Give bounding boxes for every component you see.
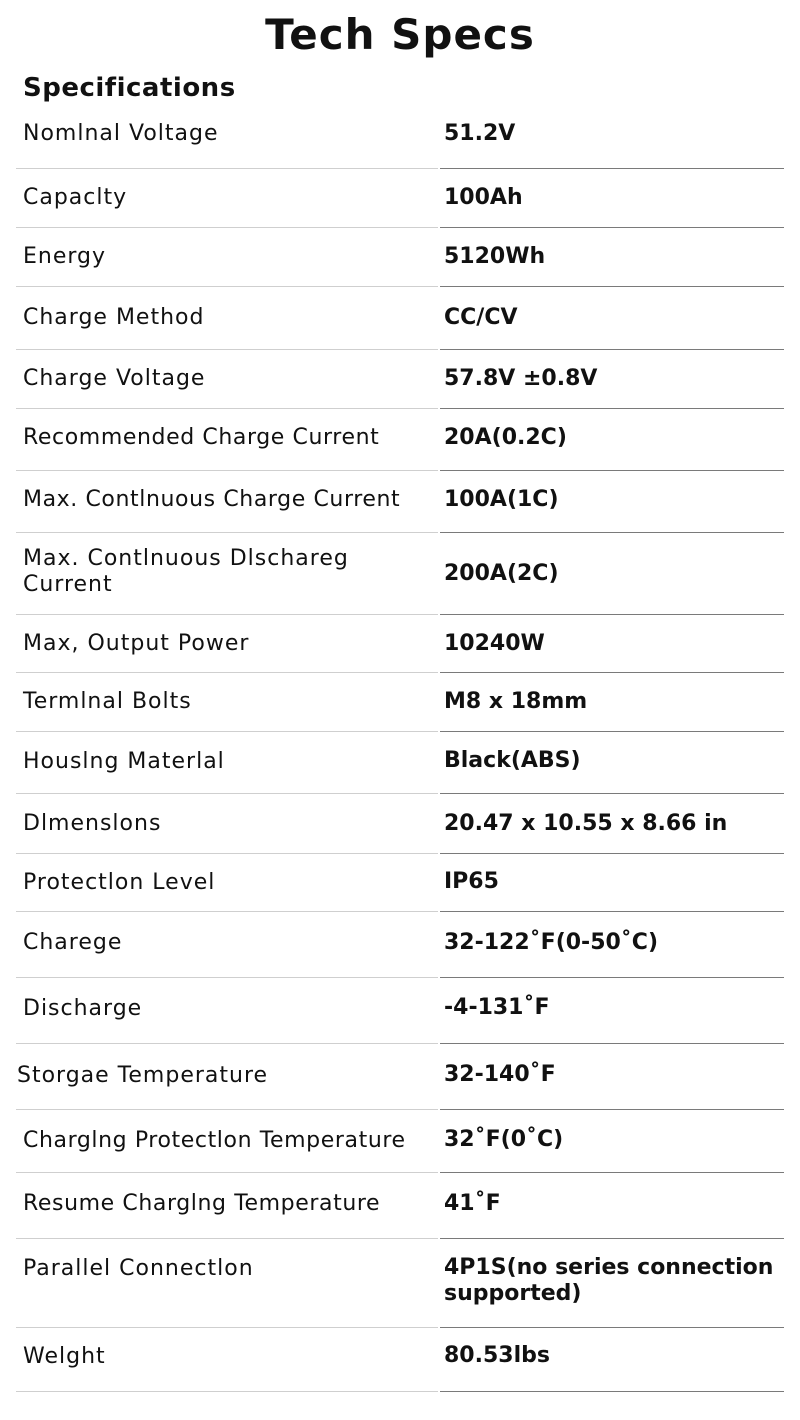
row-divider	[16, 1109, 438, 1110]
spec-label: Charglng Protectlon Temperature	[23, 1128, 406, 1153]
spec-value: 100A(1C)	[444, 487, 559, 512]
page-title: Tech Specs	[265, 10, 535, 59]
row-divider	[440, 408, 784, 409]
spec-label: Max. Contlnuous Dlschareg Current	[23, 546, 349, 597]
row-divider	[440, 470, 784, 471]
row-divider	[440, 1109, 784, 1110]
spec-label: Max, Output Power	[23, 631, 250, 656]
spec-value: 32-140˚F	[444, 1062, 556, 1087]
row-divider	[16, 911, 438, 912]
row-divider	[440, 793, 784, 794]
row-divider	[16, 1391, 438, 1392]
row-divider	[440, 168, 784, 169]
row-divider	[440, 349, 784, 350]
row-divider	[16, 793, 438, 794]
spec-label: Recommended Charge Current	[23, 425, 380, 450]
row-divider	[440, 911, 784, 912]
row-divider	[16, 408, 438, 409]
spec-label: Dlmenslons	[23, 811, 162, 836]
spec-value: 80.53lbs	[444, 1343, 550, 1368]
spec-value: 4P1S(no series connection supported)	[444, 1255, 774, 1306]
spec-value: 200A(2C)	[444, 561, 559, 586]
spec-label: Parallel Connectlon	[23, 1256, 254, 1281]
spec-value: 100Ah	[444, 185, 523, 210]
row-divider	[16, 1043, 438, 1044]
row-divider	[16, 532, 438, 533]
spec-label: Storgae Temperature	[17, 1063, 269, 1088]
row-divider	[16, 1172, 438, 1173]
row-divider	[440, 977, 784, 978]
row-divider	[440, 672, 784, 673]
spec-label: Houslng Materlal	[23, 749, 225, 774]
spec-label: Max. Contlnuous Charge Current	[23, 487, 401, 512]
row-divider	[16, 168, 438, 169]
row-divider	[440, 1043, 784, 1044]
row-divider	[440, 731, 784, 732]
spec-value: M8 x 18mm	[444, 689, 588, 714]
spec-value: 10240W	[444, 631, 545, 656]
row-divider	[440, 532, 784, 533]
spec-value: 57.8V ±0.8V	[444, 366, 598, 391]
row-divider	[16, 286, 438, 287]
row-divider	[440, 1327, 784, 1328]
row-divider	[440, 614, 784, 615]
spec-value: IP65	[444, 869, 499, 894]
row-divider	[16, 977, 438, 978]
spec-value: CC/CV	[444, 305, 518, 330]
spec-value: 32-122˚F(0-50˚C)	[444, 930, 659, 955]
spec-label: Charge Voltage	[23, 366, 206, 391]
row-divider	[16, 853, 438, 854]
spec-label: Resume Charglng Temperature	[23, 1191, 381, 1216]
spec-value: 5120Wh	[444, 244, 546, 269]
spec-label: Discharge	[23, 996, 143, 1021]
row-divider	[16, 349, 438, 350]
spec-value: 20A(0.2C)	[444, 425, 567, 450]
spec-value: -4-131˚F	[444, 995, 550, 1020]
row-divider	[16, 227, 438, 228]
section-title: Specifications	[23, 73, 236, 103]
row-divider	[440, 1391, 784, 1392]
row-divider	[16, 1327, 438, 1328]
row-divider	[16, 1238, 438, 1239]
spec-label: Protectlon Level	[23, 870, 216, 895]
spec-value: 51.2V	[444, 121, 516, 146]
spec-value: 20.47 x 10.55 x 8.66 in	[444, 811, 728, 836]
row-divider	[440, 1238, 784, 1239]
spec-label: Charege	[23, 930, 123, 955]
row-divider	[440, 286, 784, 287]
spec-label: Nomlnal Voltage	[23, 121, 219, 146]
row-divider	[16, 614, 438, 615]
row-divider	[16, 672, 438, 673]
spec-label: Welght	[23, 1344, 106, 1369]
spec-value: Black(ABS)	[444, 748, 581, 773]
spec-value: 41˚F	[444, 1191, 501, 1216]
row-divider	[16, 470, 438, 471]
row-divider	[440, 1172, 784, 1173]
spec-value: 32˚F(0˚C)	[444, 1127, 564, 1152]
row-divider	[440, 853, 784, 854]
spec-label: Capaclty	[23, 185, 128, 210]
spec-label: Charge Method	[23, 305, 205, 330]
row-divider	[440, 227, 784, 228]
row-divider	[16, 731, 438, 732]
spec-label: Termlnal Bolts	[23, 689, 192, 714]
spec-label: Energy	[23, 244, 107, 269]
